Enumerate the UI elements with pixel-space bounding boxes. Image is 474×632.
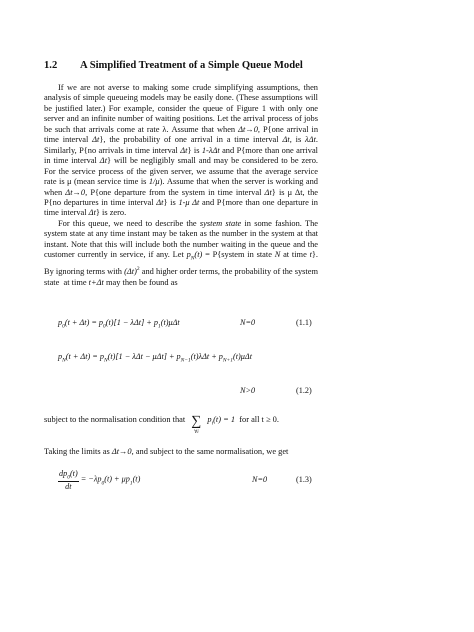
derivative-fraction: $\frac{dp_0(t)}{dt}$ xyxy=(59,469,78,491)
section-heading xyxy=(44,60,303,71)
sum-symbol: ∑ ∀i xyxy=(191,414,202,435)
equation-1-1-condition: N=0 xyxy=(240,318,256,327)
normalisation-line xyxy=(44,414,279,435)
section-title: A Simplified Treatment of a Simple Queue Model xyxy=(80,60,303,71)
paragraph-2: For this queue, we need to describe the system state in some fashion. The system state at any time instant may be taken as the number in the system at that instant. Note that this will include both the number waiting in the queue and the customer currently in service, if any. Let $p_N(t)$ = P{system in state N at time t}. By ignoring terms with $(\Delta t)^2$ and higher order terms, the probability of the system state at time t+Δt may then be found as xyxy=(44,218,319,287)
equation-1-3: $\frac{dp_0(t)}{dt}$ = $-\lambda p_0(t) + \mu p_1(t)$ xyxy=(59,469,141,491)
body-text xyxy=(44,83,318,288)
limits-sentence: Taking the limits as Δt→0, and subject to the same normalisation, we get xyxy=(44,447,289,456)
equation-1-1-number: (1.1) xyxy=(296,318,312,327)
equation-1-2-condition: N>0 xyxy=(240,386,256,395)
equation-1-2: $p_N(t + \Delta t) = p_N(t)[1 - \lambda\Delta t - \mu\Delta t] + p_{N-1}(t)\lambda\Delta t + p_{N+1}(t)\mu\Delta t$ xyxy=(58,352,252,364)
sum-expression: $p_i(t) = 1$ xyxy=(207,415,236,427)
normalisation-suffix: for all t ≥ 0. xyxy=(239,415,279,424)
normalisation-prefix: subject to the normalisation condition that xyxy=(44,415,186,424)
equation-1-1: $p_0(t + \Delta t) = p_0(t)[1 - \lambda\Delta t] + p_1(t)\mu\Delta t$ xyxy=(58,318,180,330)
sum-index: ∀i xyxy=(194,430,199,435)
equation-1-3-number: (1.3) xyxy=(296,475,312,484)
equation-1-3-condition: N=0 xyxy=(252,475,268,484)
section-number: 1.2 xyxy=(44,60,58,71)
equation-1-2-number: (1.2) xyxy=(296,386,312,395)
paragraph-1: If we are not averse to making some crude simplifying assumptions, then analysis of simple queueing models may be easily done. (These assumptions will be justified later.) For example, consider the queue of Figure 1 with only one server and an infinite number of waiting positions. Let the arrival process of jobs be such that arrivals come at rate λ. Assume that when Δt→0, P{one arrival in time interval Δt}, the probability of one arrival in a time interval Δt, is λΔt. Similarly, P{no arrivals in time interval Δt} is 1-λΔt and P{more than one arrival in time interval Δt} will be negligibly small and may be considered to be zero. For the service process of the given server, we assume that the average service rate is μ (mean service time is 1/μ). Assume that when the server is working and when Δt→0, P{one departure from the system in time interval Δt} is μ Δt, the P{no departures in time interval Δt} is 1-μ Δt and P{more than one departure in time interval Δt} is zero. xyxy=(44,83,319,218)
